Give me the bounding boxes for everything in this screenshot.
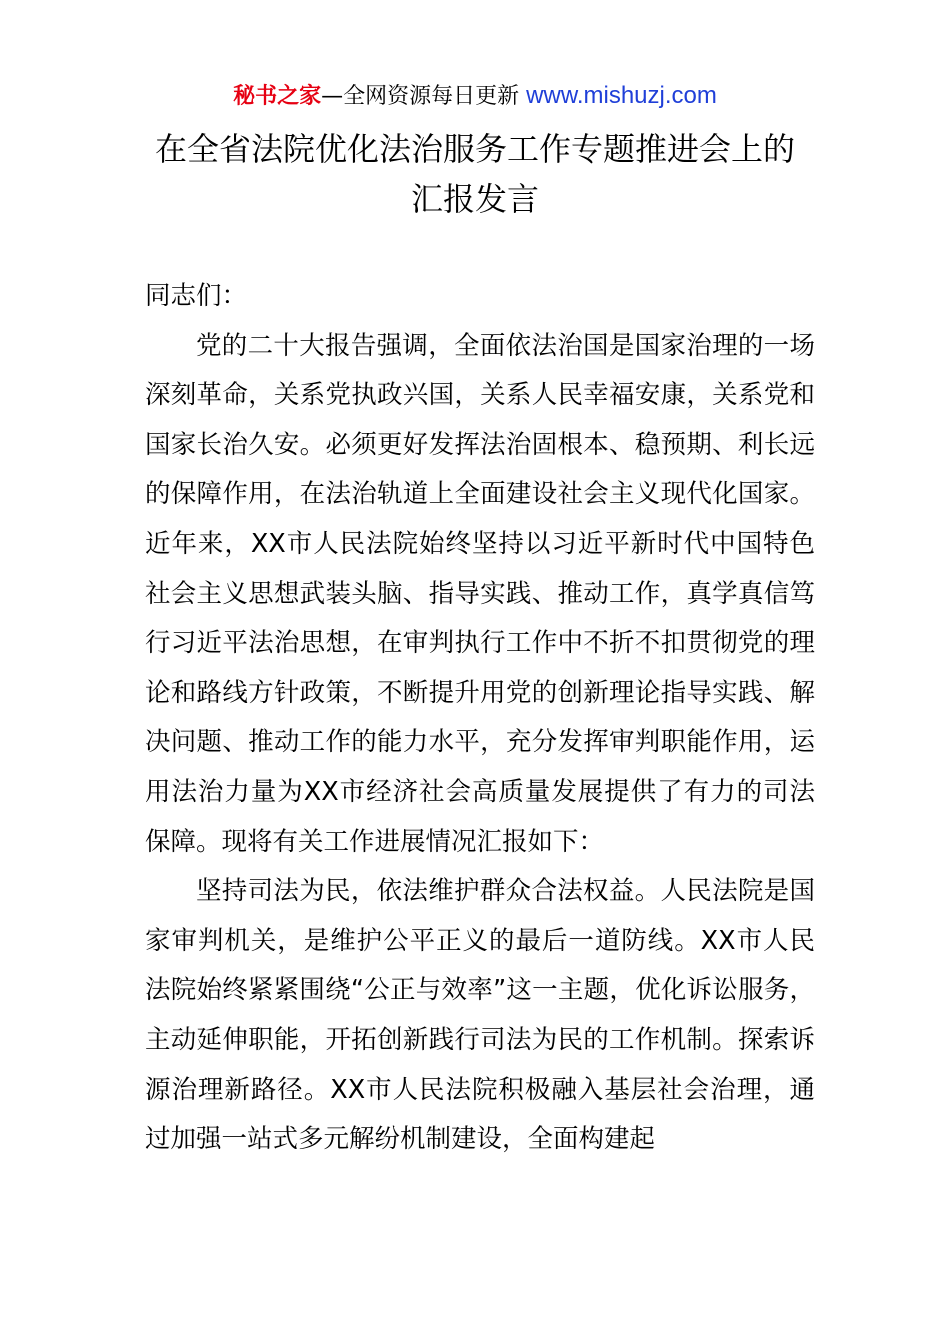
site-url[interactable]: www.mishuzj.com <box>526 82 717 109</box>
body-paragraph-1: 党的二十大报告强调，全面依法治国是国家治理的一场深刻革命，关系党执政兴国，关系人民幸福安康，关系党和国家长治久安。必须更好发挥法治固根本、稳预期、利长远的保障作用，在法治轨道上全面建设社会主义现代化国家。近年来，XX市人民法院始终坚持以习近平新时代中国特色社会主义思想武装头脑、指导实践、推动工作，真学真信笃行习近平法治思想，在审判执行工作中不折不扣贯彻党的理论和路线方针政策，不断提升用党的创新理论指导实践、解决问题、推动工作的能力水平，充分发挥审判职能作用，运用法治力量为XX市经济社会高质量发展提供了有力的司法保障。现将有关工作进展情况汇报如下： <box>145 330 815 857</box>
title-line-1: 在全省法院优化法治服务工作专题推进会上的 <box>154 130 795 168</box>
site-watermark-header <box>0 80 950 113</box>
title-line-2: 汇报发言 <box>410 180 539 218</box>
document-body <box>145 272 815 1165</box>
document-title <box>0 124 950 224</box>
body-paragraph-2: 坚持司法为民，依法维护群众合法权益。人民法院是国家审判机关，是维护公平正义的最后一道防线。XX市人民法院始终紧紧围绕“公正与效率”这一主题，优化诉讼服务，主动延伸职能，开拓创新践行司法为民的工作机制。探索诉源治理新路径。XX市人民法院积极融入基层社会治理，通过加强一站式多元解纷机制建设，全面构建起 <box>145 876 815 1155</box>
brand-tagline: —全网资源每日更新 <box>321 84 527 109</box>
salutation: 同志们： <box>145 281 248 311</box>
brand-name: 秘书之家 <box>233 84 322 109</box>
